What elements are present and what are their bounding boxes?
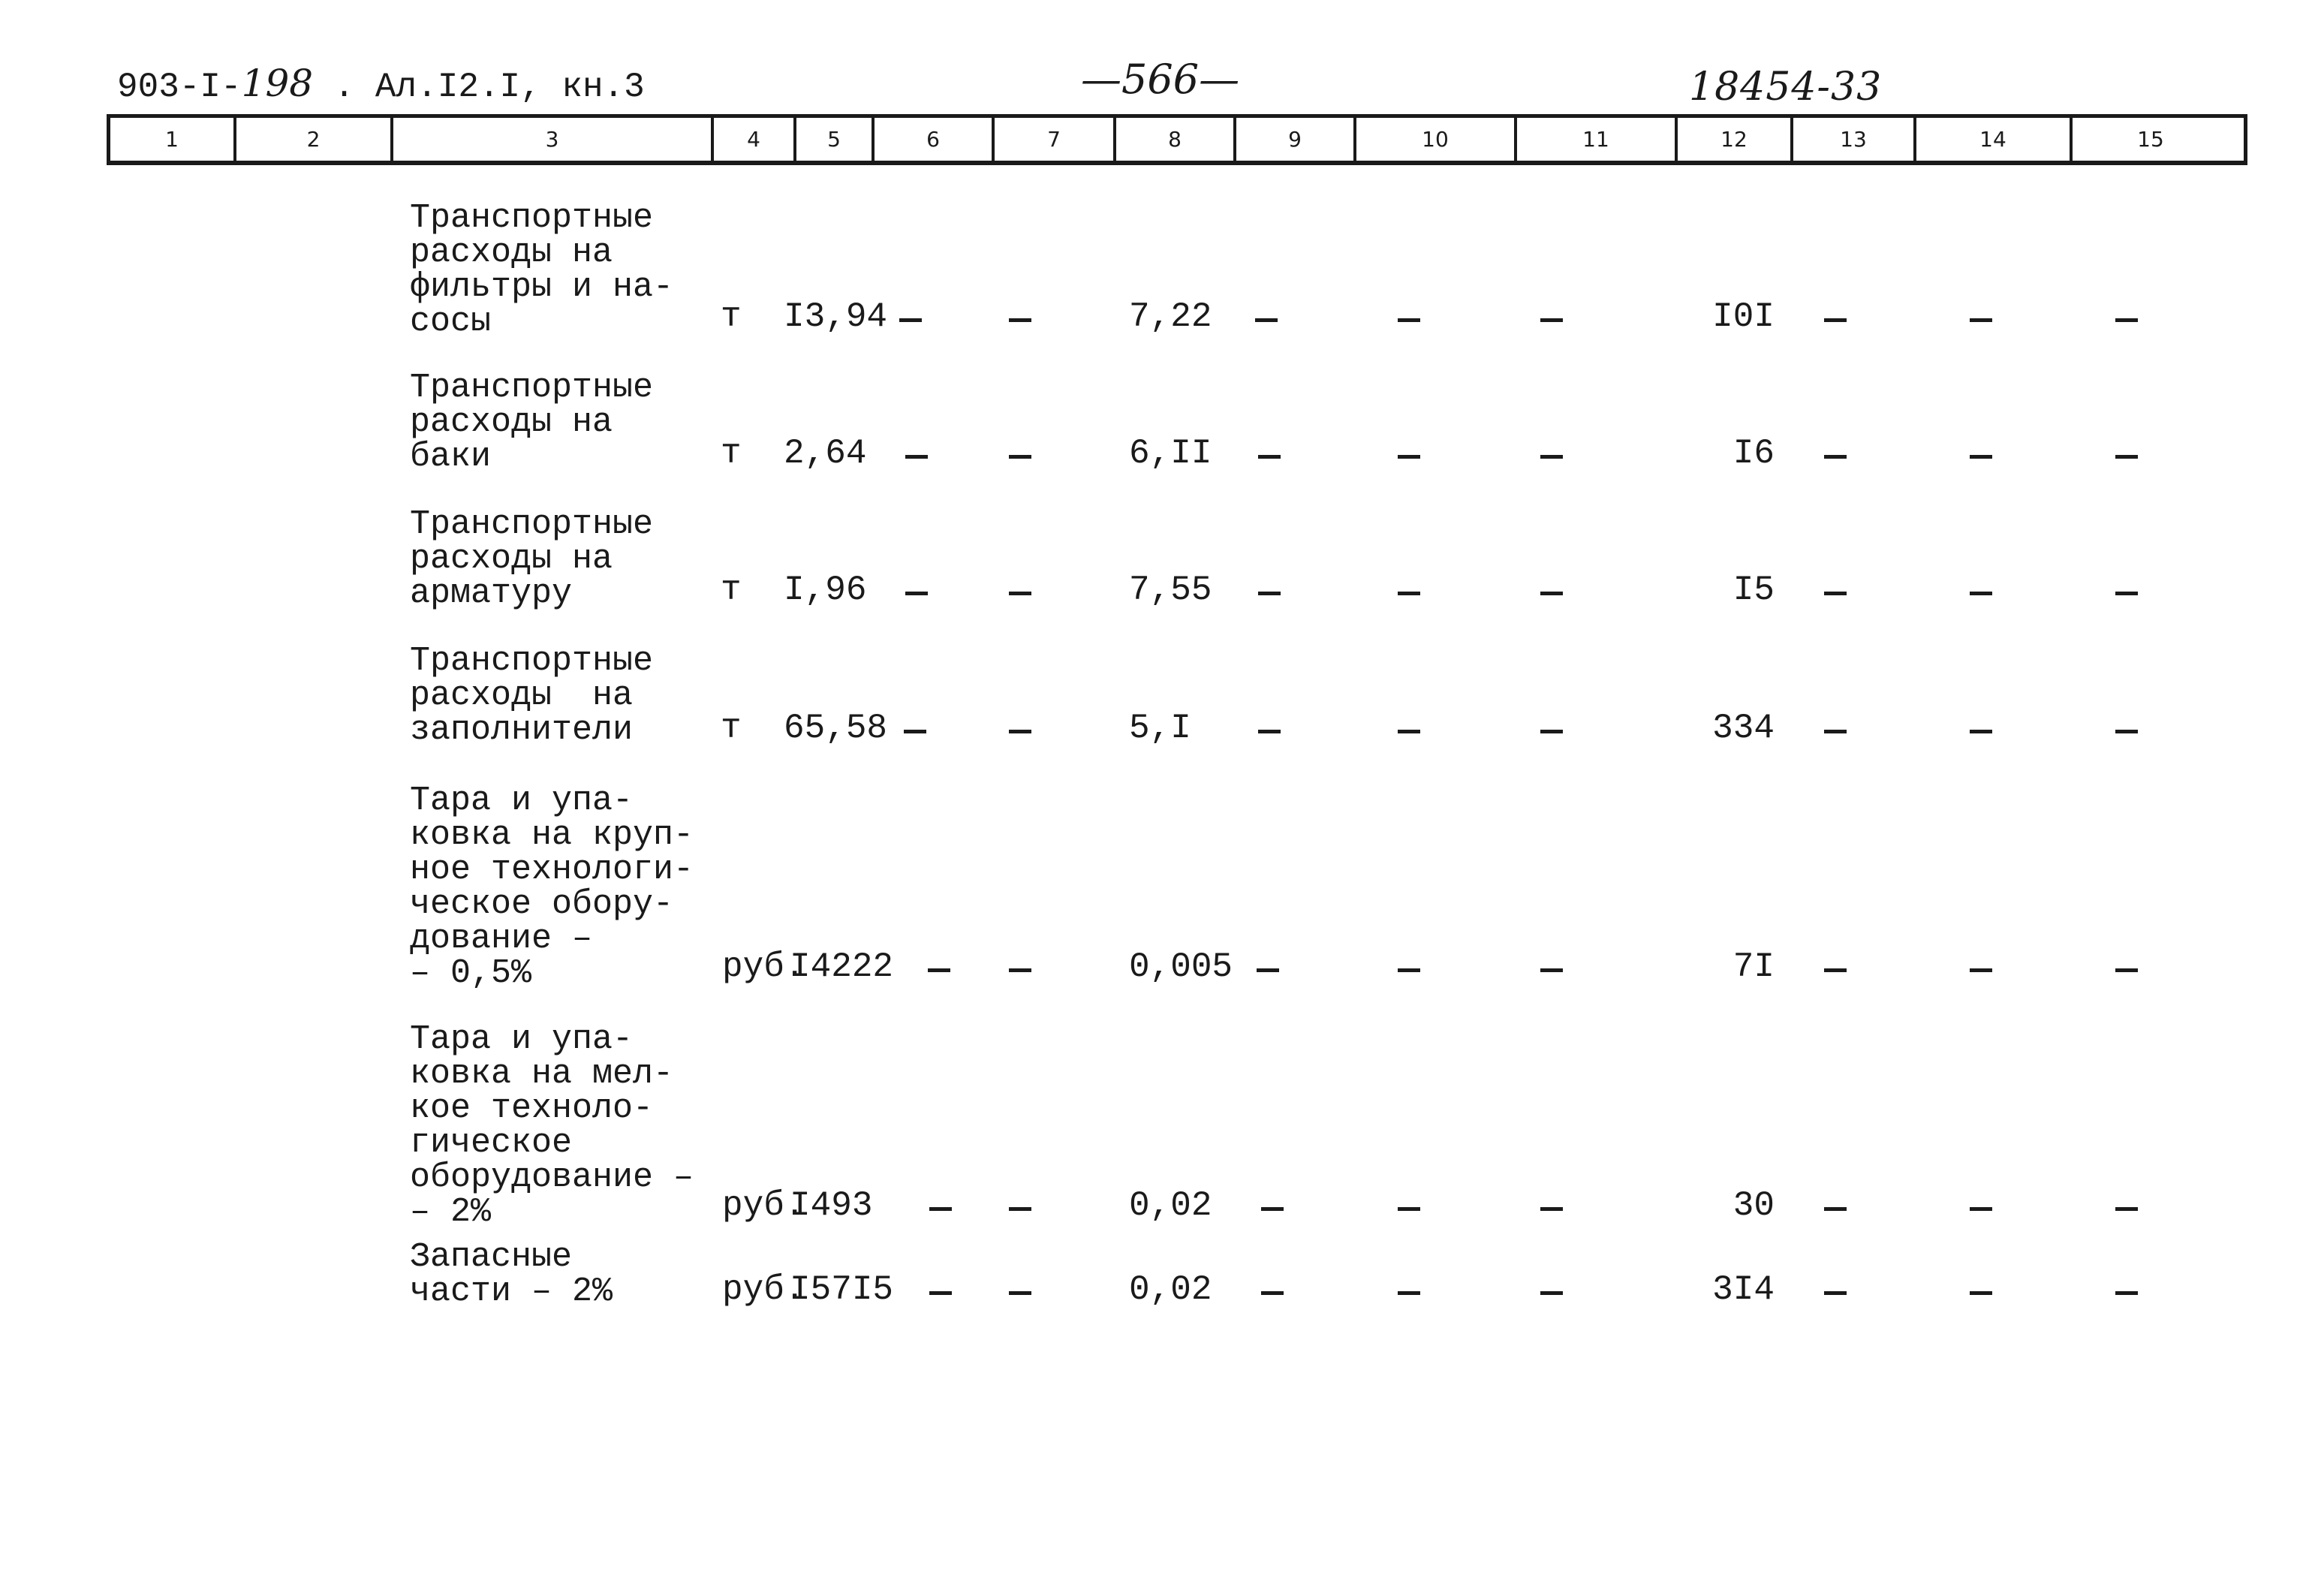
dash-col11 bbox=[1540, 968, 1563, 972]
cell-price: 5,I bbox=[1129, 709, 1191, 748]
cell-total: I5 bbox=[1733, 571, 1775, 610]
cell-quantity: I,96 bbox=[784, 571, 867, 610]
dash-col9 bbox=[1257, 968, 1279, 972]
dash-col10 bbox=[1398, 592, 1420, 595]
column-number: 3 bbox=[393, 118, 714, 161]
dash-col14 bbox=[1970, 318, 1992, 322]
dash-col15 bbox=[2115, 318, 2138, 322]
column-number: 1 bbox=[110, 118, 236, 161]
cell-price: 0,02 bbox=[1129, 1186, 1212, 1225]
dash-col6 bbox=[929, 1207, 952, 1211]
cell-quantity: I4222 bbox=[790, 947, 894, 986]
column-number: 14 bbox=[1916, 118, 2073, 161]
cell-quantity: 65,58 bbox=[784, 709, 888, 748]
dash-col10 bbox=[1398, 455, 1420, 459]
dash-col10 bbox=[1398, 968, 1420, 972]
cell-unit: т bbox=[721, 571, 742, 610]
dash-col6 bbox=[929, 1291, 952, 1295]
cell-unit: руб. bbox=[722, 947, 805, 986]
dash-col13 bbox=[1824, 968, 1847, 972]
cell-total: 7I bbox=[1733, 947, 1775, 986]
dash-col9 bbox=[1261, 1291, 1284, 1295]
dash-col6 bbox=[905, 592, 928, 595]
dash-col7 bbox=[1009, 1291, 1031, 1295]
dash-col10 bbox=[1398, 730, 1420, 733]
cell-total: 3I4 bbox=[1712, 1270, 1775, 1309]
cell-unit: руб. bbox=[722, 1186, 805, 1225]
row-description: Транспортные расходы на заполнители bbox=[410, 642, 654, 749]
cell-quantity: I57I5 bbox=[790, 1270, 894, 1309]
dash-col11 bbox=[1540, 455, 1563, 459]
cell-price: 7,22 bbox=[1129, 297, 1212, 336]
cell-total: I6 bbox=[1733, 434, 1775, 473]
dash-col9 bbox=[1258, 730, 1281, 733]
dash-col7 bbox=[1009, 318, 1031, 322]
dash-col14 bbox=[1970, 968, 1992, 972]
cell-price: 7,55 bbox=[1129, 571, 1212, 610]
dash-col14 bbox=[1970, 730, 1992, 733]
column-number: 7 bbox=[995, 118, 1116, 161]
column-number: 13 bbox=[1793, 118, 1916, 161]
dash-col9 bbox=[1258, 592, 1281, 595]
dash-col13 bbox=[1824, 1207, 1847, 1211]
dash-col14 bbox=[1970, 1207, 1992, 1211]
dash-col13 bbox=[1824, 1291, 1847, 1295]
cell-unit: руб. bbox=[722, 1270, 805, 1309]
dash-col13 bbox=[1824, 730, 1847, 733]
cell-quantity: I493 bbox=[790, 1186, 873, 1225]
dash-col11 bbox=[1540, 730, 1563, 733]
dash-col15 bbox=[2115, 1291, 2138, 1295]
document-reference: . Ал.I2.I, кн.3 bbox=[333, 68, 645, 107]
row-description: Тара и упа- ковка на мел- кое техноло- гическое оборудование – – 2% bbox=[410, 1020, 694, 1231]
dash-col7 bbox=[1009, 592, 1031, 595]
cell-price: 6,II bbox=[1129, 434, 1212, 473]
column-number: 9 bbox=[1236, 118, 1356, 161]
dash-col6 bbox=[928, 968, 950, 972]
cell-quantity: I3,94 bbox=[784, 297, 888, 336]
dash-col9 bbox=[1258, 455, 1281, 459]
dash-col7 bbox=[1009, 730, 1031, 733]
cell-total: I0I bbox=[1712, 297, 1775, 336]
dash-col10 bbox=[1398, 1207, 1420, 1211]
dash-col7 bbox=[1009, 968, 1031, 972]
dash-col13 bbox=[1824, 318, 1847, 322]
cell-price: 0,02 bbox=[1129, 1270, 1212, 1309]
column-number: 2 bbox=[236, 118, 393, 161]
column-number: 15 bbox=[2137, 127, 2164, 152]
dash-col15 bbox=[2115, 968, 2138, 972]
column-number: 10 bbox=[1356, 118, 1517, 161]
row-description: Транспортные расходы на фильтры и на- сосы bbox=[410, 199, 674, 341]
dash-col11 bbox=[1540, 318, 1563, 322]
column-number: 11 bbox=[1517, 118, 1678, 161]
column-number: 5 bbox=[796, 118, 875, 161]
dash-col7 bbox=[1009, 1207, 1031, 1211]
dash-col14 bbox=[1970, 1291, 1992, 1295]
dash-col15 bbox=[2115, 1207, 2138, 1211]
row-description: Тара и упа- ковка на круп- ное технологи- ческое обору- дование – – 0,5% bbox=[410, 781, 694, 992]
dash-col10 bbox=[1398, 318, 1420, 322]
dash-col11 bbox=[1540, 592, 1563, 595]
dash-col11 bbox=[1540, 1207, 1563, 1211]
row-description: Транспортные расходы на баки bbox=[410, 369, 654, 476]
row-description: Запасные части – 2% bbox=[410, 1238, 613, 1311]
dash-col6 bbox=[904, 730, 926, 733]
cell-unit: т bbox=[721, 434, 742, 473]
document-code-handwritten: 198 bbox=[241, 62, 314, 105]
dash-col7 bbox=[1009, 455, 1031, 459]
sheet-reference: 18454-33 bbox=[1689, 65, 1883, 110]
dash-col9 bbox=[1261, 1207, 1284, 1211]
dash-col15 bbox=[2115, 455, 2138, 459]
cell-total: 30 bbox=[1733, 1186, 1775, 1225]
dash-col9 bbox=[1255, 318, 1278, 322]
document-code-typed: 903-I- bbox=[117, 68, 242, 107]
dash-col6 bbox=[899, 318, 922, 322]
cell-price: 0,005 bbox=[1129, 947, 1233, 986]
dash-col11 bbox=[1540, 1291, 1563, 1295]
dash-col13 bbox=[1824, 455, 1847, 459]
cell-unit: т bbox=[721, 297, 742, 336]
cell-unit: т bbox=[721, 709, 742, 748]
page-number: —566— bbox=[1081, 56, 1240, 103]
column-number: 6 bbox=[875, 118, 995, 161]
cell-total: 334 bbox=[1712, 709, 1775, 748]
dash-col15 bbox=[2115, 730, 2138, 733]
column-number: 4 bbox=[714, 118, 796, 161]
dash-col10 bbox=[1398, 1291, 1420, 1295]
cell-quantity: 2,64 bbox=[784, 434, 867, 473]
dash-col15 bbox=[2115, 592, 2138, 595]
dash-col14 bbox=[1970, 455, 1992, 459]
row-description: Транспортные расходы на арматуру bbox=[410, 505, 654, 613]
dash-col14 bbox=[1970, 592, 1992, 595]
dash-col6 bbox=[905, 455, 928, 459]
dash-col13 bbox=[1824, 592, 1847, 595]
column-number: 8 bbox=[1116, 118, 1236, 161]
column-number: 12 bbox=[1678, 118, 1793, 161]
